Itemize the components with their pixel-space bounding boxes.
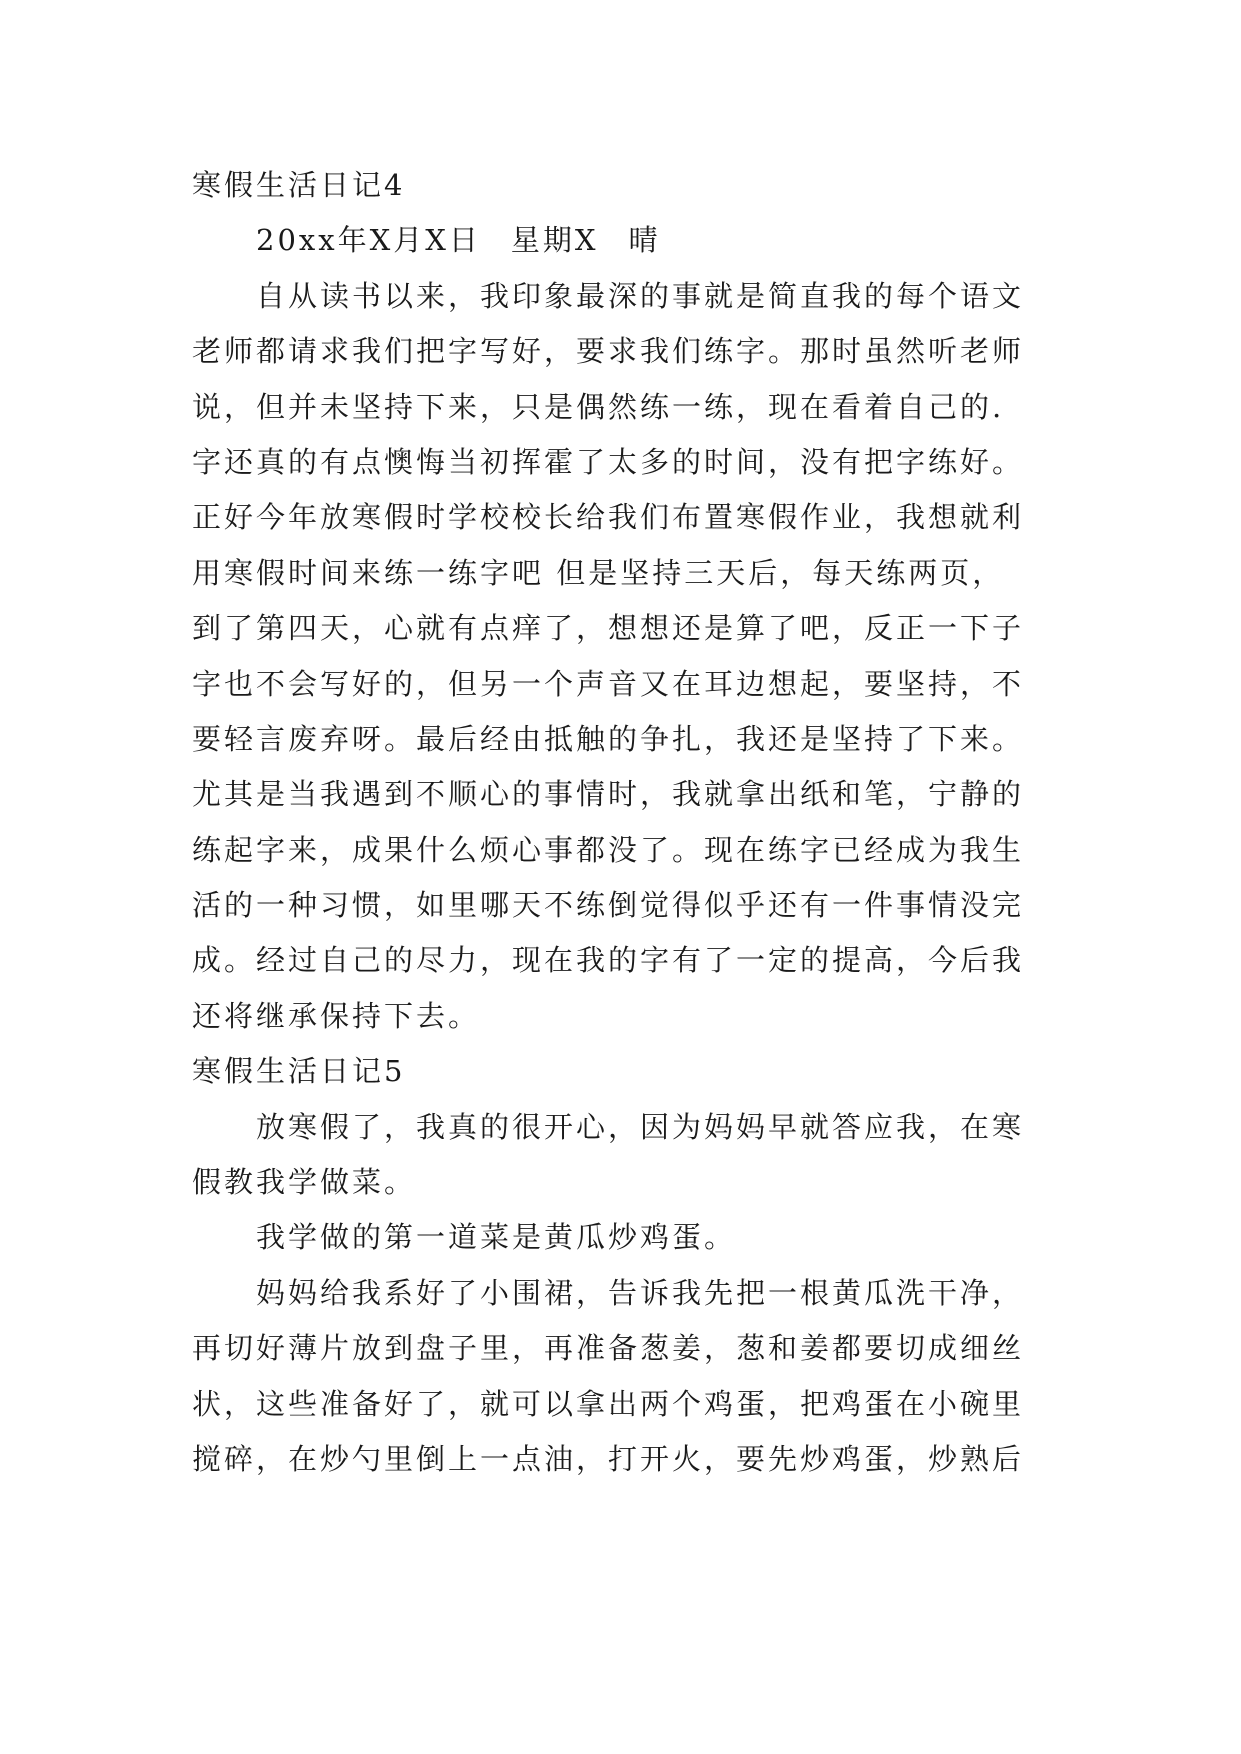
- paragraph-line: 还将继承保持下去。: [192, 998, 481, 1033]
- entry-4-weekday: 星期X: [510, 223, 599, 258]
- paragraph-line: 要轻言废弃呀。最后经由抵触的争扎，我还是坚持了下来。: [192, 721, 1025, 756]
- paragraph-line: 我学做的第一道菜是黄瓜炒鸡蛋。: [256, 1220, 737, 1255]
- paragraph-line: 活的一种习惯，如里哪天不练倒觉得似乎还有一件事情没完: [192, 888, 1025, 923]
- paragraph-line: 练起字来，成果什么烦心事都没了。现在练字已经成为我生: [192, 832, 1025, 867]
- paragraph-line: 说，但并未坚持下来，只是偶然练一练，现在看着自己的.: [192, 389, 1005, 424]
- paragraph-line: 字也不会写好的，但另一个声音又在耳边想起，要坚持，不: [192, 666, 1025, 701]
- paragraph-line: 尤其是当我遇到不顺心的事情时，我就拿出纸和笔，宁静的: [192, 777, 1025, 812]
- paragraph-line: 用寒假时间来练一练字吧 但是坚持三天后，每天练两页，: [192, 555, 1005, 590]
- document-body: [192, 158, 1072, 1487]
- entry-4-weather: 晴: [628, 223, 661, 258]
- paragraph-line: 字还真的有点懊悔当初挥霍了太多的时间，没有把字练好。: [192, 444, 1025, 479]
- entry-4-title: 寒假生活日记4: [192, 168, 406, 202]
- paragraph-line: 放寒假了，我真的很开心，因为妈妈早就答应我，在寒: [256, 1109, 1025, 1144]
- paragraph-line: 到了第四天，心就有点痒了，想想还是算了吧，反正一下子: [192, 611, 1025, 646]
- paragraph-line: 状，这些准备好了，就可以拿出两个鸡蛋，把鸡蛋在小碗里: [192, 1386, 1025, 1421]
- paragraph-line: 妈妈给我系好了小围裙，告诉我先把一根黄瓜洗干净，: [256, 1275, 1025, 1310]
- paragraph-line: 搅碎，在炒勺里倒上一点油，打开火，要先炒鸡蛋，炒熟后: [192, 1441, 1025, 1476]
- paragraph-line: 再切好薄片放到盘子里，再准备葱姜，葱和姜都要切成细丝: [192, 1331, 1025, 1366]
- entry-5-title: 寒假生活日记5: [192, 1054, 406, 1089]
- entry-4-date-line: [192, 213, 1072, 268]
- paragraph-line: 正好今年放寒假时学校校长给我们布置寒假作业，我想就利: [192, 500, 1025, 535]
- entry-4-date: 20xx年X月X日: [256, 223, 481, 258]
- paragraph-line: 假教我学做菜。: [192, 1165, 417, 1200]
- paragraph-line: 成。经过自己的尽力，现在我的字有了一定的提高，今后我: [192, 943, 1025, 978]
- paragraph-line: 老师都请求我们把字写好，要求我们练字。那时虽然听老师: [192, 334, 1025, 369]
- paragraph-line: 自从读书以来，我印象最深的事就是简直我的每个语文: [256, 278, 1025, 313]
